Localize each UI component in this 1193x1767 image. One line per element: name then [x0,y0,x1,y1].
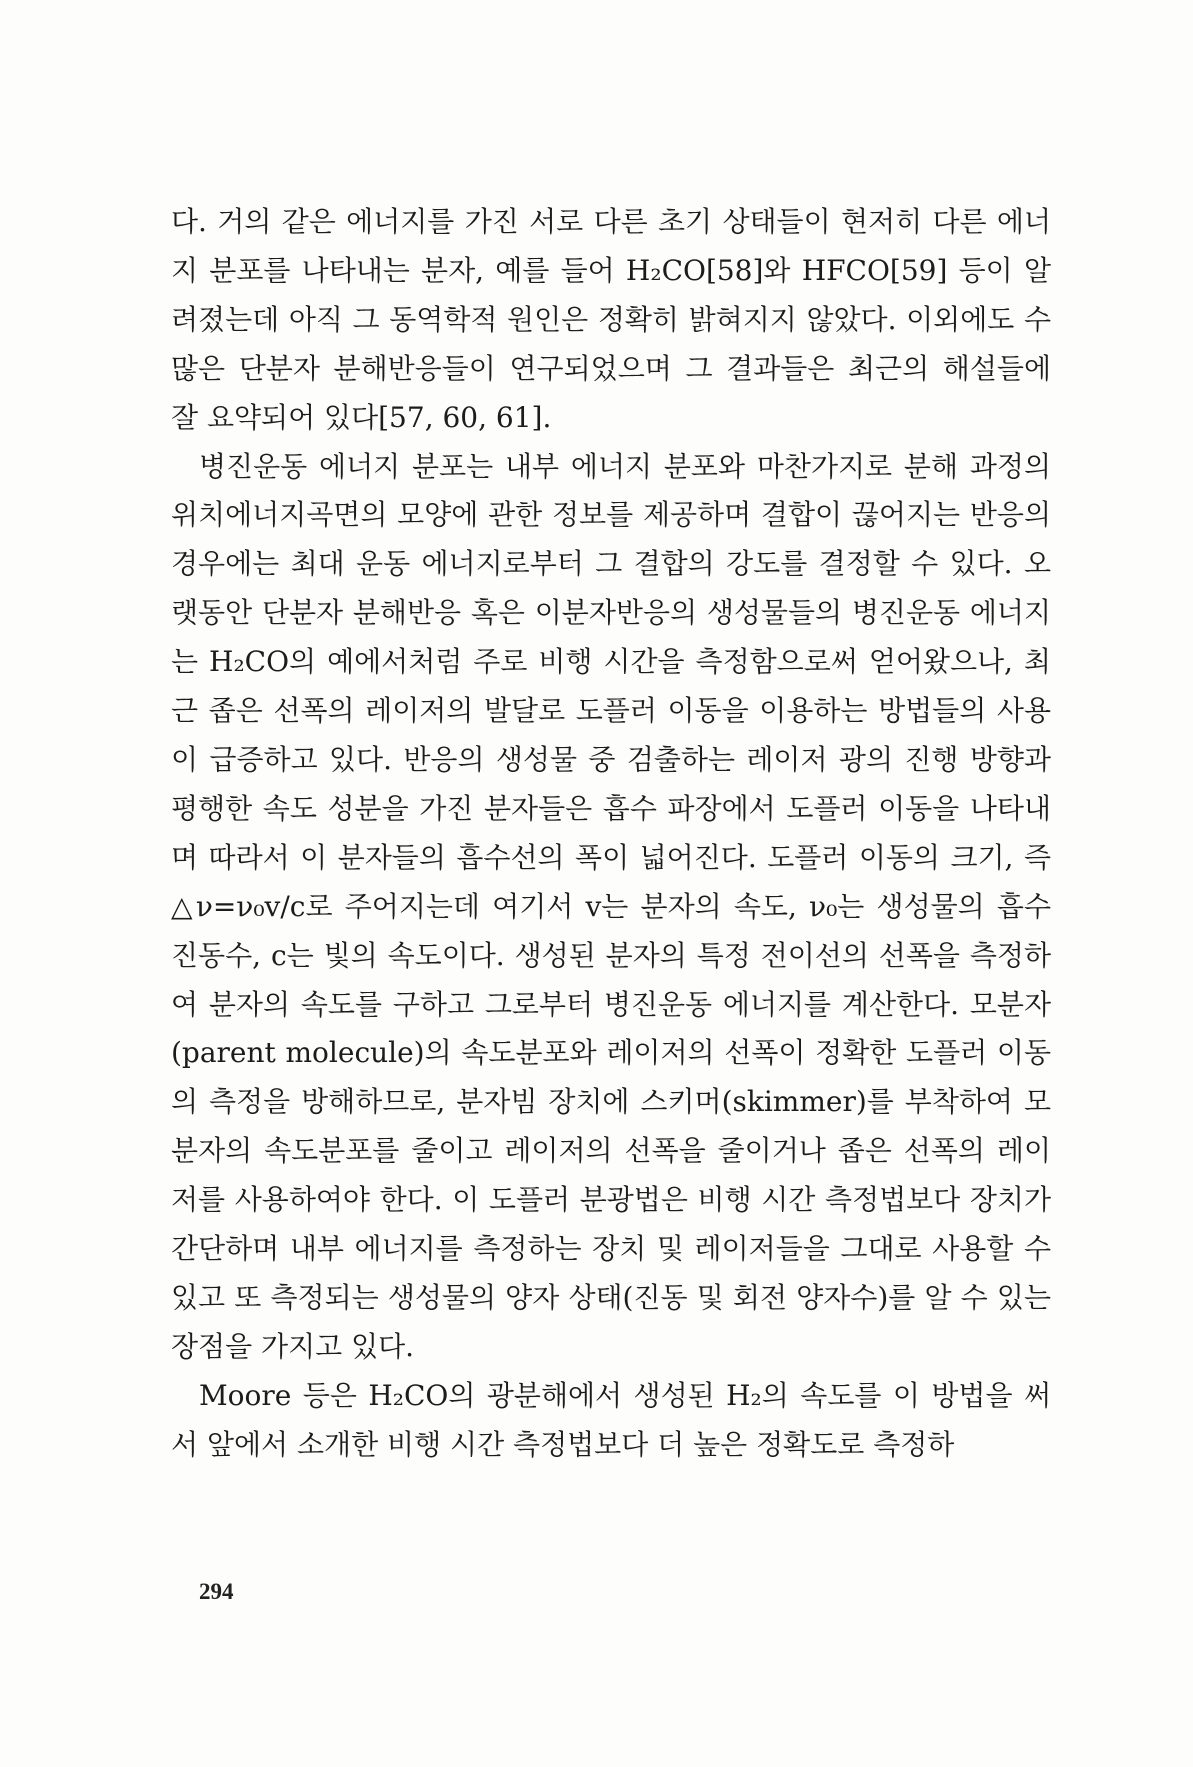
body-text [171,198,1051,1470]
paragraph-2: 병진운동 에너지 분포는 내부 에너지 분포와 마찬가지로 분해 과정의 위치에너지곡면의 모양에 관한 정보를 제공하며 결합이 끊어지는 반응의 경우에는 최대 운동 에너지로부터 그 결합의 강도를 결정할 수 있다. 오랫동안 단분자 분해반응 혹은 이분자반응의 생성물들의 병진운동 에너지는 H₂CO의 예에서처럼 주로 비행 시간을 측정함으로써 얻어왔으나, 최근 좁은 선폭의 레이저의 발달로 도플러 이동을 이용하는 방법들의 사용이 급증하고 있다. 반응의 생성물 중 검출하는 레이저 광의 진행 방향과 평행한 속도 성분을 가진 분자들은 흡수 파장에서 도플러 이동을 나타내며 따라서 이 분자들의 흡수선의 폭이 넓어진다. 도플러 이동의 크기, 즉 △ν=ν₀v/c로 주어지는데 여기서 v는 분자의 속도, ν₀는 생성물의 흡수 진동수, c는 빛의 속도이다. 생성된 분자의 특정 전이선의 선폭을 측정하여 분자의 속도를 구하고 그로부터 병진운동 에너지를 계산한다. 모분자(parent molecule)의 속도분포와 레이저의 선폭이 정확한 도플러 이동의 측정을 방해하므로, 분자빔 장치에 스키머(skimmer)를 부착하여 모분자의 속도분포를 줄이고 레이저의 선폭을 줄이거나 좁은 선폭의 레이저를 사용하여야 한다. 이 도플러 분광법은 비행 시간 측정법보다 장치가 간단하며 내부 에너지를 측정하는 장치 및 레이저들을 그대로 사용할 수 있고 또 측정되는 생성물의 양자 상태(진동 및 회전 양자수)를 알 수 있는 장점을 가지고 있다. [171,449,1051,1363]
paragraph-1: 다. 거의 같은 에너지를 가진 서로 다른 초기 상태들이 현저히 다른 에너지 분포를 나타내는 분자, 예를 들어 H₂CO[58]와 HFCO[59] 등이 알려졌는데 아직 그 동역학적 원인은 정확히 밝혀지지 않았다. 이외에도 수많은 단분자 분해반응들이 연구되었으며 그 결과들은 최근의 해설들에 잘 요약되어 있다[57, 60, 61]. [171,205,1051,434]
page-number: 294 [199,1579,234,1604]
paragraph-3: Moore 등은 H₂CO의 광분해에서 생성된 H₂의 속도를 이 방법을 써서 앞에서 소개한 비행 시간 측정법보다 더 높은 정확도로 측정하 [171,1378,1051,1461]
